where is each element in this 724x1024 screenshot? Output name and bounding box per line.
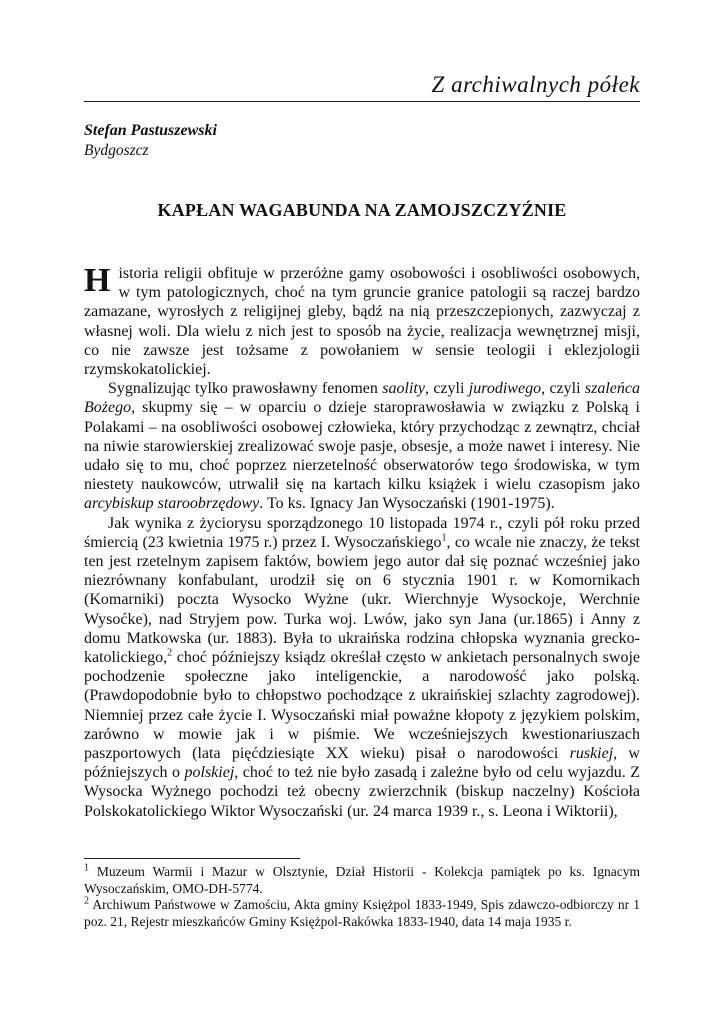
footnote-text: Archiwum Państwowe w Zamościu, Akta gminy Księżpol 1833-1949, Spis zdawczo-odbiorczy nr 1 poz. 21, Rejestr mieszkańców Gminy Księżpol-Rakówka 1833-1940, data 14 maja 1935 r.: [84, 897, 640, 929]
running-header: Z archiwalnych półek: [431, 72, 640, 97]
italic-term: ruskiej,: [569, 745, 618, 763]
text-run: . To ks. Ignacy Jan Wysoczański (1901-1975).: [259, 495, 555, 513]
italic-term: polskiej: [184, 764, 235, 782]
italic-term: szaleńca Bożego,: [84, 380, 641, 417]
italic-term: arcybiskup staroobrzędowy: [84, 495, 260, 513]
article-body: [84, 264, 640, 821]
text-run: , co wcale nie znaczy, że tekst ten jest rzetelnym zapisem faktów, bowiem jego autor dał się poznać wcześniej jako niezrównany konfabulant, urodził się on 6 stycznia 1901 r. w Komornikach (Komarniki) poczta Wysocko Wyżne (ukr. Wierchnyje Wysockoje, Werchnie Wysoćke), nad Stryjem pow. Turka woj. Lwów, jako syn Jana (ur.1865) i Anny z domu Matkowska (ur. 1883). Była to ukraińska rodzina chłopska wyznania grecko-katolickiego,: [84, 533, 640, 667]
text-run: choć późniejszy ksiądz określał często w ankietach personalnych swoje pochodzenie społeczne jako inteligenckie, a narodowość jako polską. (Prawdopodobnie było to chłopstwo pochodzące z ukraińskiej szlachty zagrodowej). Niemniej przez całe życie I. Wysoczański miał poważne kłopoty z językiem polskim, zarówno w mowie jak i w piśmie. We wcześniejszych kwestionariuszach paszportowych (lata pięćdziesiąte XX wieku) pisał o narodowości: [84, 649, 640, 763]
drop-cap: H: [84, 262, 111, 299]
header-rule: [84, 101, 640, 102]
footnote-2: [84, 897, 640, 930]
footnote-ref: 2: [167, 647, 173, 659]
paragraph-1-text: istoria religii obfituje w przeróżne gamy osobowości i osobliwości osobowych, w tym patologicznych, choć na tym gruncie granice patologii są raczej bardzo zamazane, wyrosłych z religijnej gleby, bądź na nią przeszczepionych, zazwyczaj z własnej woli. Dla wielu z nich jest to sposób na życie, realizacja wewnętrznej misji, co nie zawsze jest tożsame z powołaniem w sensie teologii i eklezjologii rzymskokatolickiej.: [84, 265, 640, 379]
footnote-text: Muzeum Warmii i Mazur w Olsztynie, Dział Historii - Kolekcja pamiątek po ks. Ignacym Wysoczańskim, OMO-DH-5774.: [84, 864, 640, 896]
text-run: w późniejszych o: [84, 745, 640, 782]
text-run: , czyli: [541, 380, 585, 398]
footnote-rule: [84, 858, 300, 859]
paragraph-3: [84, 514, 640, 821]
paragraph-2: [84, 379, 640, 513]
author-name: Stefan Pastuszewski: [84, 122, 217, 139]
footnote-ref: 1: [441, 532, 447, 544]
footnote-1: [84, 864, 640, 897]
author-affiliation: Bydgoszcz: [84, 142, 149, 159]
footnote-number: 1: [84, 862, 89, 874]
footnotes: [84, 864, 640, 930]
article-title: KAPŁAN WAGABUNDA NA ZAMOJSZCZYŹNIE: [157, 200, 567, 220]
text-run: , choć to też nie było zasadą i zależne było od celu wyjazdu. Z Wysocka Wyżnego pochodzi też obecny zwierzchnik (biskup naczelny) Kościoła Polskokatolickiego Wiktor Wysoczański (ur. 24 marca 1939 r., s. Leona i Wiktorii),: [84, 764, 640, 820]
text-run: , czyli: [424, 380, 469, 398]
paragraph-1: [84, 264, 640, 379]
text-run: skupmy się – w oparciu o dzieje staroprawosławia w związku z Polską i Polakami – na osobliwości osobowej człowieka, który przychodząc z zewnątrz, chciał na niwie starowierskiej zrealizować swoje pasje, obsesje, a może nawet i interesy. Nie udało się to mu, choć poprzez nierzetelność obserwatorów tego środowiska, w tym niestety naukowców, utrwalił się na kartach kilku książek i wielu czasopism jako: [84, 399, 640, 494]
text-run: Sygnalizując tylko prawosławny fenomen: [108, 380, 383, 398]
italic-term: saolity: [382, 380, 425, 398]
italic-term: jurodiwego: [468, 380, 542, 398]
footnote-number: 2: [84, 895, 89, 907]
text-run: Jak wynika z życiorysu sporządzonego 10 listopada 1974 r., czyli pół roku przed śmiercią (23 kwietnia 1975 r.) przez I. Wysoczańskiego: [84, 514, 640, 551]
